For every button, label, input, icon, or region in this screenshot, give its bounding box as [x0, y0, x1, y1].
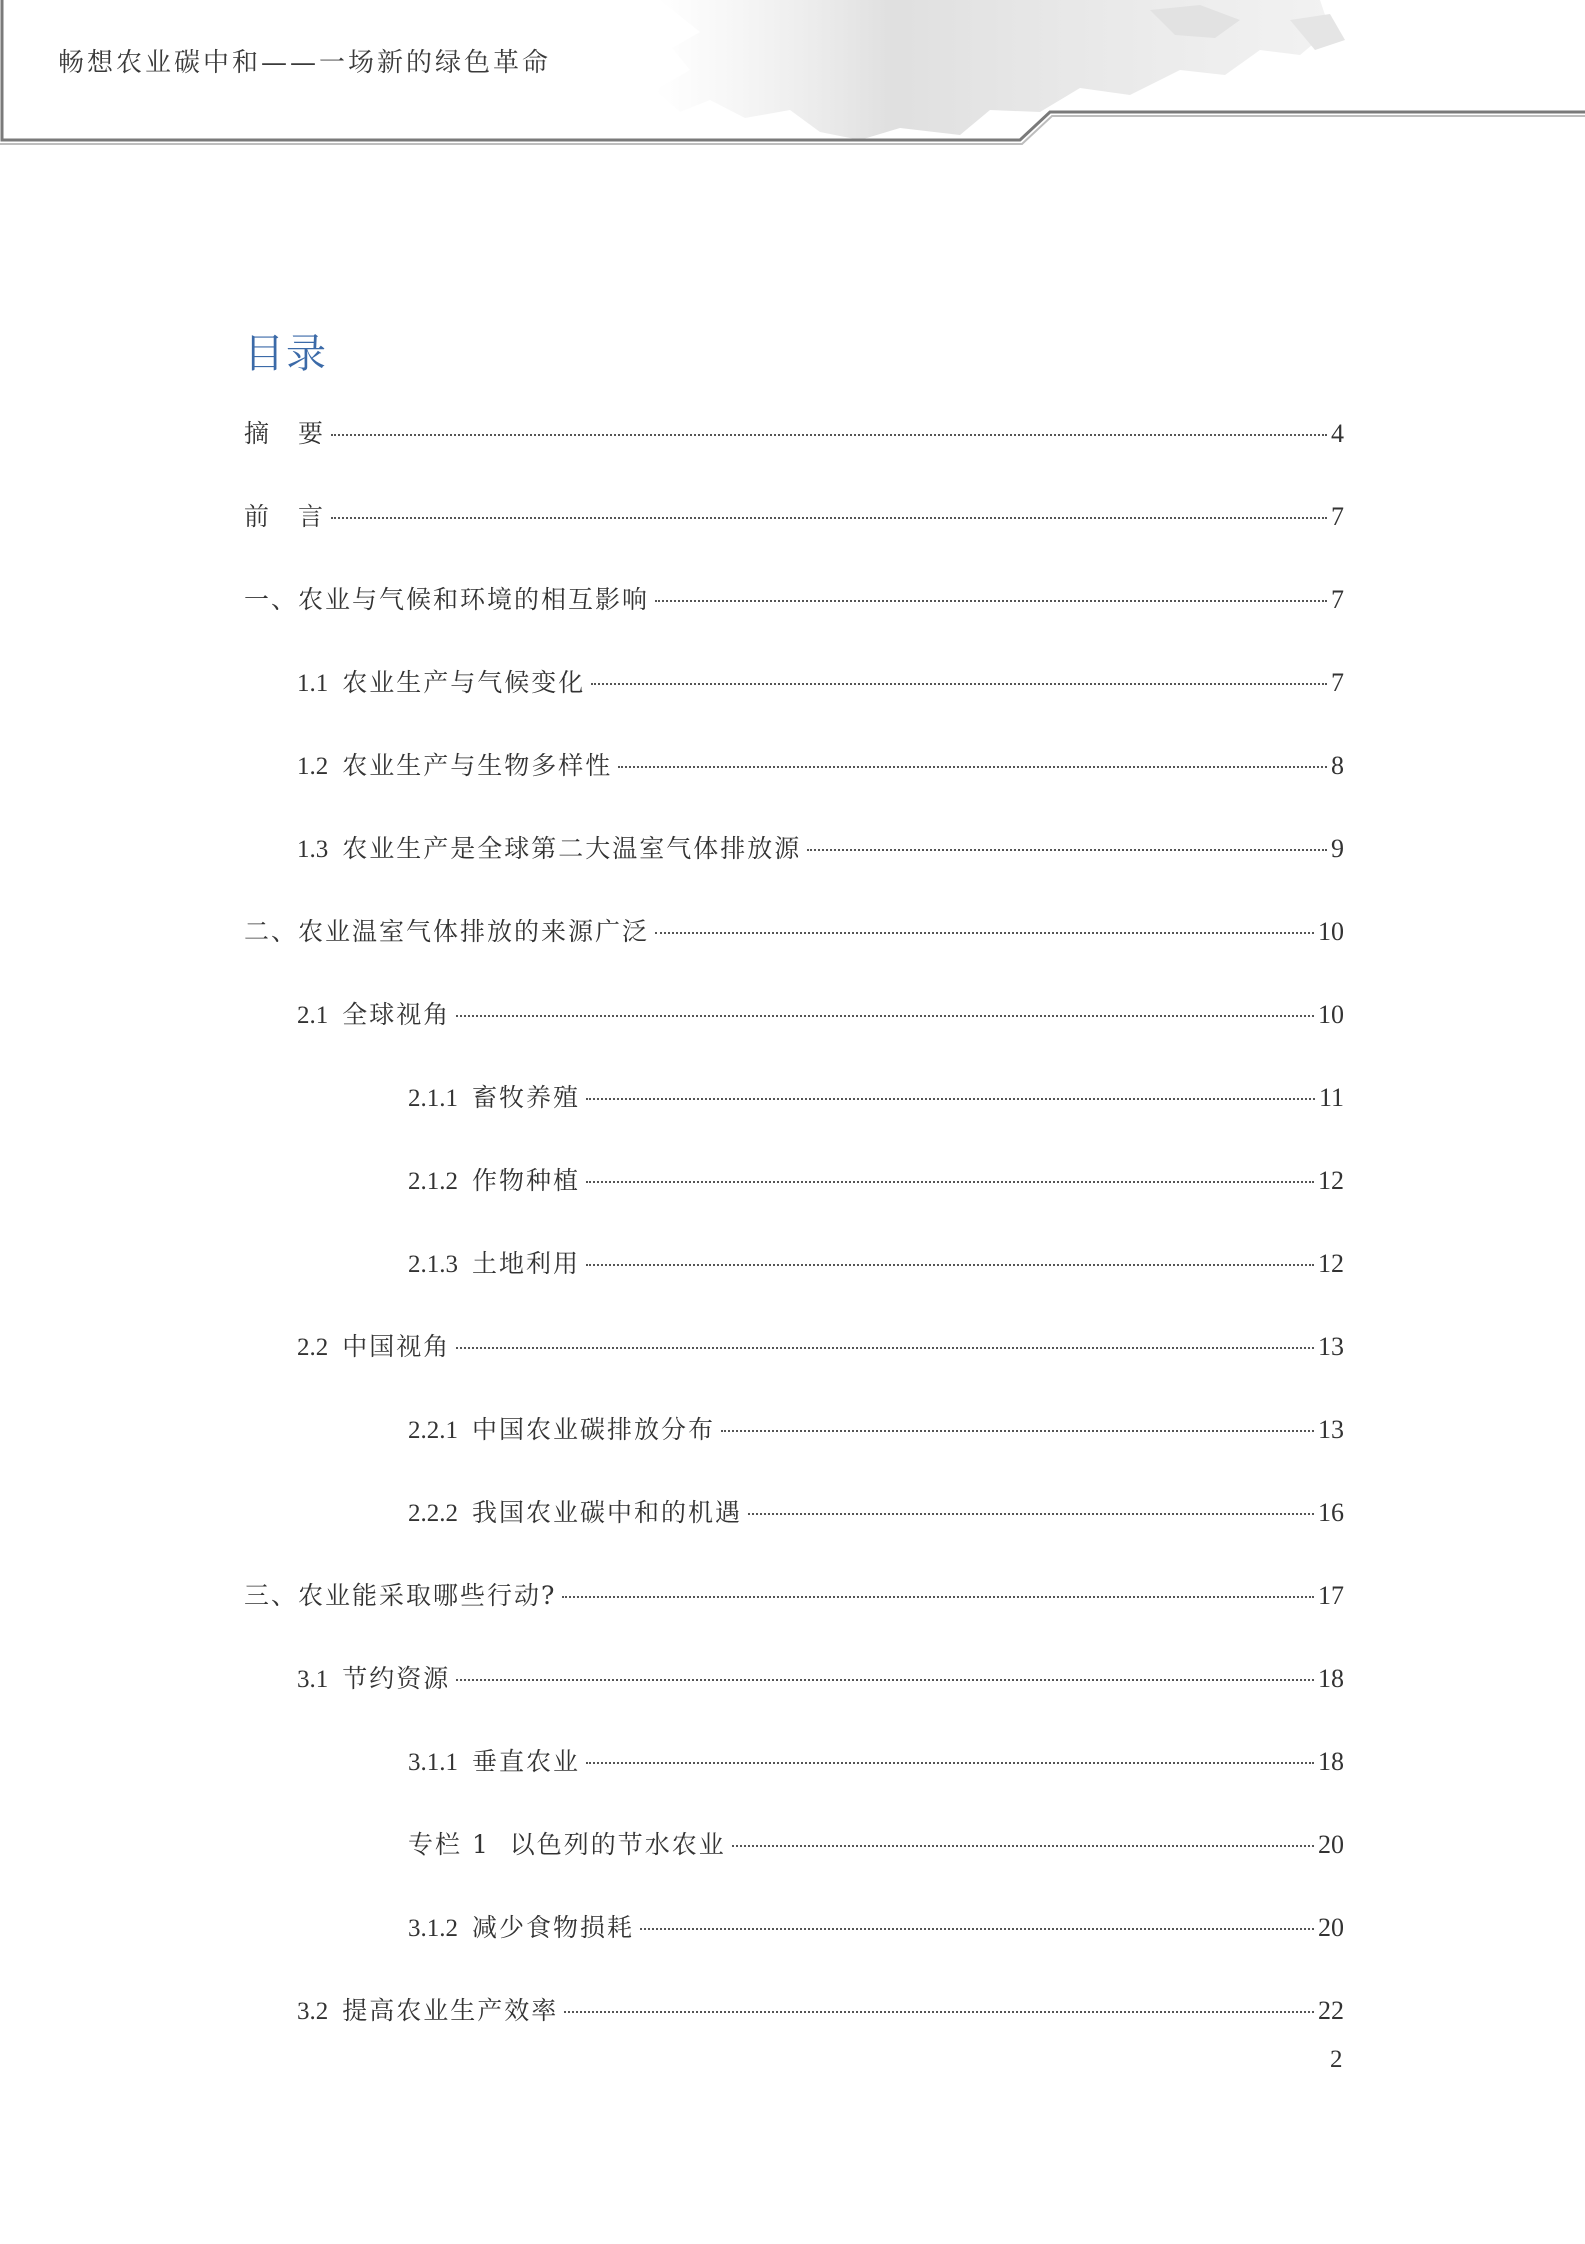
world-map-watermark [655, 0, 1345, 140]
toc-entry-page: 8 [1331, 751, 1344, 780]
toc-entry-label: 2.1.3 土地利用 [408, 1249, 581, 1278]
toc-leader-dots [586, 1181, 1314, 1183]
toc-entry-page: 13 [1318, 1415, 1344, 1444]
toc-entry-page: 7 [1331, 585, 1344, 614]
toc-leader-dots [331, 517, 1327, 519]
toc-entry[interactable] [297, 829, 1344, 869]
toc-entry-page: 20 [1318, 1830, 1344, 1859]
toc-entry[interactable] [297, 1659, 1344, 1699]
toc-leader-dots [618, 766, 1327, 768]
toc-entry-page: 7 [1331, 668, 1344, 697]
toc-entry-page: 12 [1318, 1249, 1344, 1278]
toc-leader-dots [586, 1762, 1314, 1764]
toc-leader-dots [655, 932, 1314, 934]
toc-entry-label: 3.1.1 垂直农业 [408, 1747, 581, 1776]
toc-entry-page: 18 [1318, 1664, 1344, 1693]
toc-entry[interactable] [244, 912, 1344, 952]
toc-leader-dots [748, 1513, 1314, 1515]
toc-entry-label: 二、农业温室气体排放的来源广泛 [244, 917, 650, 946]
toc-entry-label: 2.2 中国视角 [297, 1332, 451, 1361]
toc-entry-page: 7 [1331, 502, 1344, 531]
toc-leader-dots [732, 1845, 1314, 1847]
toc-entry-label: 2.1 全球视角 [297, 1000, 451, 1029]
toc-entry[interactable] [244, 1576, 1344, 1616]
toc-entry-label: 3.2 提高农业生产效率 [297, 1996, 559, 2025]
toc-entry[interactable] [408, 1244, 1344, 1284]
toc-entry[interactable] [408, 1825, 1344, 1865]
header-title: 畅想农业碳中和——一场新的绿色革命 [58, 48, 552, 78]
toc-entry[interactable] [297, 746, 1344, 786]
toc-leader-dots [721, 1430, 1314, 1432]
toc-entry-label: 3.1.2 减少食物损耗 [408, 1913, 635, 1942]
toc-leader-dots [586, 1264, 1314, 1266]
toc-entry-label: 前 言 [244, 502, 326, 531]
toc-entry[interactable] [297, 1327, 1344, 1367]
toc-entry-label: 1.1 农业生产与气候变化 [297, 668, 586, 697]
toc-entry-page: 10 [1318, 1000, 1344, 1029]
toc-leader-dots [456, 1347, 1314, 1349]
toc-entry-page: 4 [1331, 419, 1344, 448]
toc-entry-label: 2.2.1 中国农业碳排放分布 [408, 1415, 716, 1444]
toc-leader-dots [456, 1015, 1314, 1017]
toc-entry[interactable] [244, 414, 1344, 454]
toc-leader-dots [562, 1596, 1314, 1598]
toc-entry-page: 10 [1318, 917, 1344, 946]
toc-entry-page: 18 [1318, 1747, 1344, 1776]
toc-entry[interactable] [408, 1078, 1344, 1118]
toc-entry-page: 11 [1318, 1083, 1344, 1112]
toc-entry[interactable] [408, 1410, 1344, 1450]
toc-leader-dots [655, 600, 1327, 602]
toc-leader-dots [564, 2011, 1314, 2013]
toc-entry[interactable] [408, 1908, 1344, 1948]
toc-entry-label: 3.1 节约资源 [297, 1664, 451, 1693]
toc-heading: 目录 [244, 331, 328, 377]
page-number: 2 [1330, 2046, 1343, 2073]
toc-leader-dots [331, 434, 1327, 436]
toc-entry-label: 1.3 农业生产是全球第二大温室气体排放源 [297, 834, 802, 863]
toc-entry[interactable] [408, 1161, 1344, 1201]
toc-entry[interactable] [408, 1742, 1344, 1782]
toc-entry-page: 13 [1318, 1332, 1344, 1361]
toc-entry[interactable] [297, 1991, 1344, 2031]
toc-leader-dots [586, 1098, 1315, 1100]
toc-entry-label: 摘 要 [244, 419, 326, 448]
toc-leader-dots [807, 849, 1327, 851]
toc-entry-label: 一、农业与气候和环境的相互影响 [244, 585, 650, 614]
toc-leader-dots [591, 683, 1327, 685]
toc-entry-page: 20 [1318, 1913, 1344, 1942]
toc-entry-label: 2.1.2 作物种植 [408, 1166, 581, 1195]
toc-leader-dots [640, 1928, 1314, 1930]
toc-entry[interactable] [297, 663, 1344, 703]
toc-entry[interactable] [297, 995, 1344, 1035]
toc-entry[interactable] [244, 497, 1344, 537]
toc-entry-page: 9 [1331, 834, 1344, 863]
toc-leader-dots [456, 1679, 1314, 1681]
toc-entry-page: 16 [1318, 1498, 1344, 1527]
page-header [0, 0, 1585, 150]
toc-entry-label: 三、农业能采取哪些行动? [244, 1581, 557, 1610]
toc-entry[interactable] [408, 1493, 1344, 1533]
toc-entry-page: 17 [1318, 1581, 1344, 1610]
toc-entry[interactable] [244, 580, 1344, 620]
toc-entry-page: 12 [1318, 1166, 1344, 1195]
toc-entry-label: 2.1.1 畜牧养殖 [408, 1083, 581, 1112]
toc-entry-label: 专栏 1 以色列的节水农业 [408, 1830, 726, 1859]
toc-entry-label: 2.2.2 我国农业碳中和的机遇 [408, 1498, 743, 1527]
toc-entry-label: 1.2 农业生产与生物多样性 [297, 751, 613, 780]
toc-entry-page: 22 [1318, 1996, 1344, 2025]
